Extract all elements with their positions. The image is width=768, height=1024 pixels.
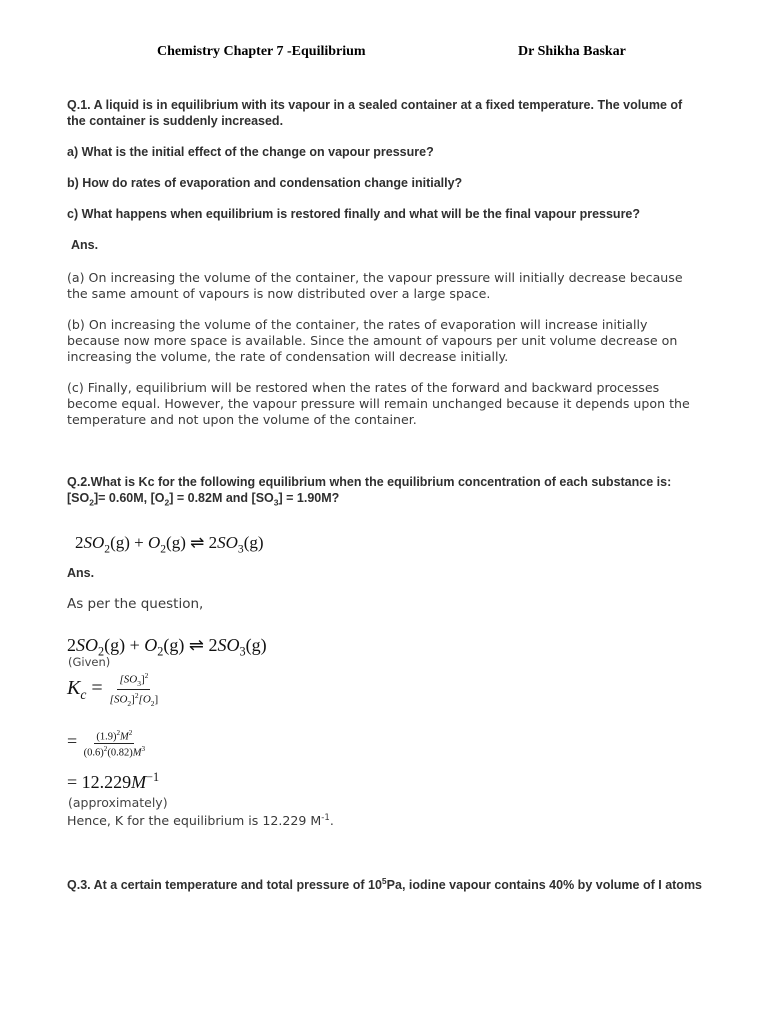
kc-expression: $K_c$ = $\frac{[SO_3]^2}{[SO_2]^2[O_2]}$ (67, 671, 159, 708)
q1-part-a: a) What is the initial effect of the change on vapour pressure? (67, 145, 434, 159)
document-author: Dr Shikha Baskar (518, 44, 626, 59)
approx-note: (approximately) (68, 795, 168, 810)
q2-question: Q.2.What is Kc for the following equilibrium when the equilibrium concentration of each substance is: $[SO_2]= 0.60M$, $[O_2] = 0.82M$ and $[SO_3] = 1.90M$? (67, 475, 672, 507)
q2-conclusion: Hence, K for the equilibrium is 12.229 $M^{-1}$. (67, 813, 334, 829)
document-title: Chemistry Chapter 7 -Equilibrium (157, 44, 366, 59)
q1-part-c: c) What happens when equilibrium is restored finally and what will be the final vapour pressure? (67, 207, 641, 221)
q2-as-per: As per the question, (67, 596, 204, 612)
q2-ans-label: Ans. (67, 566, 95, 580)
q3-question: Q.3. At a certain temperature and total pressure of $10^5Pa$, iodine vapour contains 40% by volume of I atoms (67, 876, 703, 893)
kc-substitution: = $\frac{(1.9)^2M^2}{(0.6)^2(0.82)M^3}$ (67, 729, 146, 758)
q1-question: Q.1. A liquid is in equilibrium with its vapour in a sealed container at a fixed temperature. The volume of the container is suddenly increased. (67, 98, 683, 128)
q1-part-b: b) How do rates of evaporation and condensation change initially? (67, 176, 463, 190)
q1-answer-a: (a) On increasing the volume of the container, the vapour pressure will initially decrease because the same amount of vapours is now distributed over a large space. (67, 270, 683, 301)
kc-result: = $12.229M^{-1}$ (67, 770, 160, 792)
reaction-equation-repeat: $2SO_2(g) + O_2(g)$ ⇌ $2SO_3(g)$ (67, 635, 267, 659)
q1-answer-b: (b) On increasing the volume of the container, the rates of evaporation will increase initially because now more space is available. Since the amount of vapours per unit volume decrease on increasing the volume, the rate of condensation will decrease initially. (67, 317, 678, 364)
reaction-equation: $2SO_2(g) + O_2(g)$ ⇌ $2SO_3(g)$ (75, 533, 264, 556)
q1-answer-c: (c) Finally, equilibrium will be restored when the rates of the forward and backward processes become equal. However, the vapour pressure will remain unchanged because it depends upon the temperature and not upon the volume of the container. (67, 380, 690, 427)
given-note: (Given) (68, 655, 111, 669)
q1-ans-label: Ans. (71, 238, 99, 252)
